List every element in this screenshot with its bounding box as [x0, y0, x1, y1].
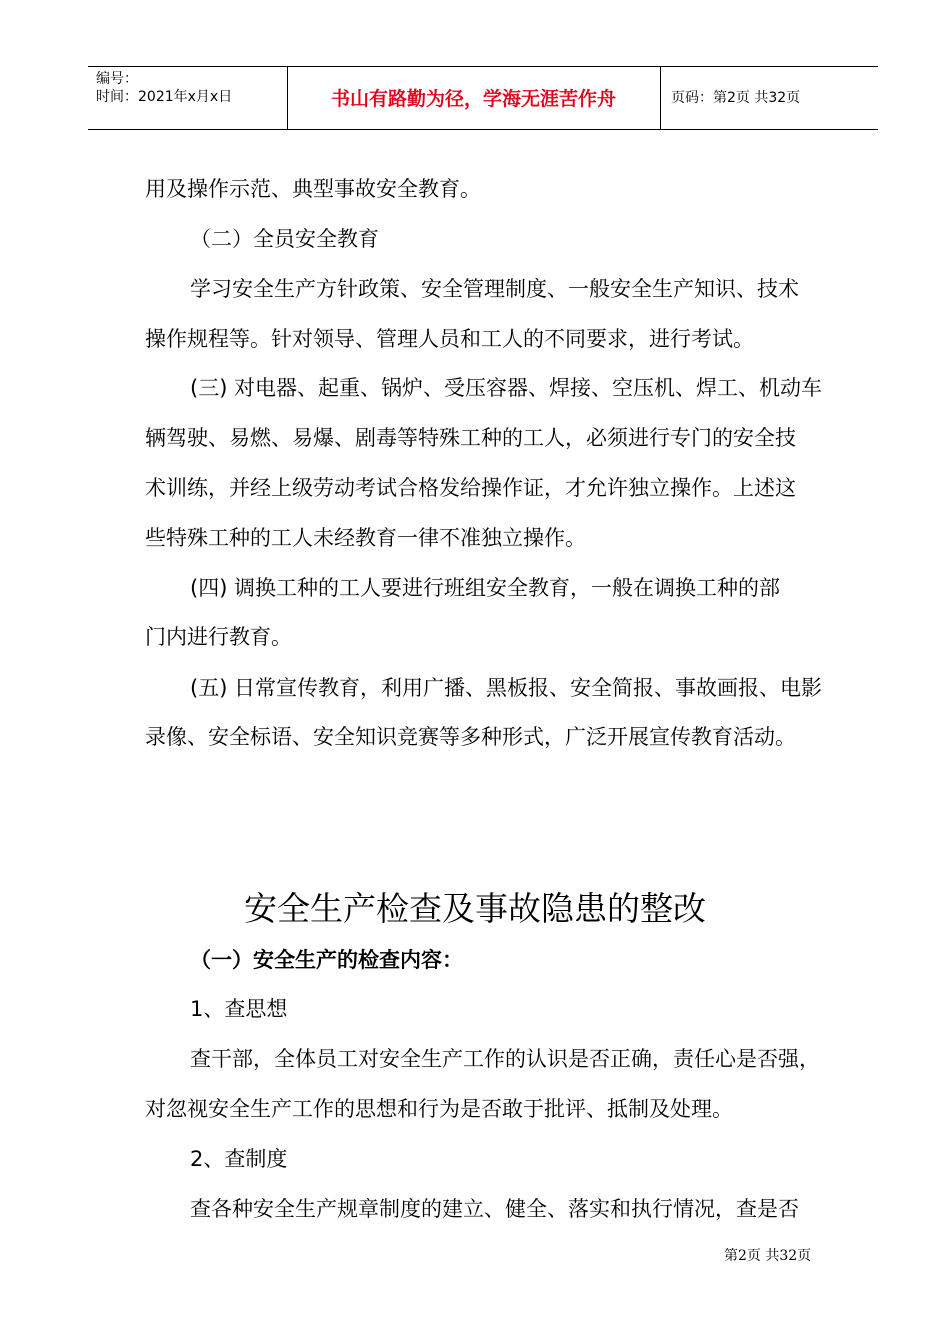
- body-line: 操作规程等。针对领导、管理人员和工人的不同要求，进行考试。: [145, 327, 754, 351]
- header-middle-cell: [287, 67, 661, 129]
- body-line: 些特殊工种的工人未经教育一律不准独立操作。: [145, 526, 586, 550]
- header-page-info: 页码：第2页 共32页: [671, 90, 801, 106]
- header-left-cell: [88, 67, 288, 129]
- section-subtitle: （一）安全生产的检查内容：: [190, 948, 463, 972]
- body-line: 辆驾驶、易燃、易爆、剧毒等特殊工种的工人，必须进行专门的安全技: [145, 426, 796, 450]
- document-time-label: 时间：2021年x月x日: [96, 89, 233, 105]
- body-line: 术训练，并经上级劳动考试合格发给操作证，才允许独立操作。上述这: [145, 476, 796, 500]
- body-line: (四) 调换工种的工人要进行班组安全教育，一般在调换工种的部: [190, 576, 781, 600]
- body-line: 学习安全生产方针政策、安全管理制度、一般安全生产知识、技术: [190, 277, 799, 301]
- header-right-cell: [661, 67, 878, 129]
- section-title: 安全生产检查及事故隐患的整改: [244, 889, 706, 928]
- header-motto: 书山有路勤为径，学海无涯苦作舟: [330, 88, 616, 110]
- body-line: 用及操作示范、典型事故安全教育。: [145, 177, 481, 201]
- section-line: 对忽视安全生产工作的思想和行为是否敢于批评、抵制及处理。: [145, 1097, 733, 1121]
- body-line: (五) 日常宣传教育，利用广播、黑板报、安全简报、事故画报、电影: [190, 676, 823, 700]
- section-line: 查干部，全体员工对安全生产工作的认识是否正确，责任心是否强，: [190, 1047, 820, 1071]
- section-line: 查各种安全生产规章制度的建立、健全、落实和执行情况，查是否: [190, 1197, 799, 1221]
- body-line: 门内进行教育。: [145, 625, 292, 649]
- footer-page-number: 第2页 共32页: [724, 1248, 812, 1264]
- body-line: （二）全员安全教育: [190, 227, 379, 251]
- body-line: 录像、安全标语、安全知识竞赛等多种形式，广泛开展宣传教育活动。: [145, 725, 796, 749]
- section-line: 2、查制度: [190, 1147, 288, 1171]
- section-line: 1、查思想: [190, 997, 288, 1021]
- body-line: (三) 对电器、起重、锅炉、受压容器、焊接、空压机、焊工、机动车: [190, 376, 823, 400]
- document-number-label: 编号：: [96, 71, 138, 87]
- page-header: [88, 66, 878, 130]
